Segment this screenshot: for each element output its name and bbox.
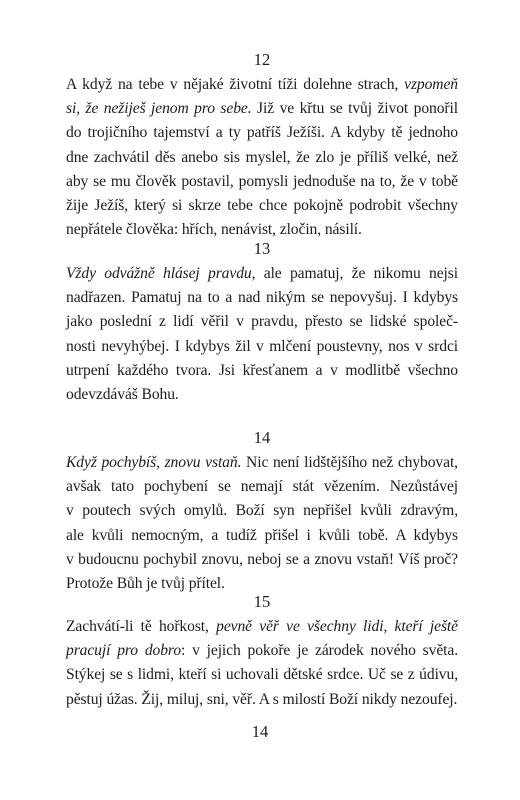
text-line [66, 170, 458, 194]
text-line [66, 451, 458, 475]
section-12 [66, 49, 458, 242]
text-line [66, 383, 458, 407]
section-number: 14 [253, 428, 271, 447]
body-text: do trojičního tajemství a ty patříš Ježíši. A kdyby tě jednoho [66, 124, 458, 142]
italic-text: vzpomeň [404, 76, 458, 93]
body-text: avšak tato pochybení se nemají stát vězením. Nezůstávej [66, 478, 458, 496]
section-14 [66, 427, 458, 596]
section-paragraph [66, 262, 458, 407]
text-line [66, 688, 458, 712]
body-text: jako poslední z lidí věřil v pravdu, přesto se lidské společ- [66, 313, 458, 331]
section-number: 15 [253, 592, 271, 611]
text-line [66, 97, 458, 121]
italic-text: Vždy odvážně hlásej pravdu [66, 265, 252, 282]
text-line [66, 121, 458, 145]
body-text: Již ve křtu se tvůj život ponořil [251, 100, 458, 118]
text-line [66, 499, 458, 523]
body-text: , ale pamatuj, že nikomu nejsi [251, 265, 458, 282]
text-line [66, 359, 458, 383]
body-text: aby se mu člověk postavil, pomysli jednoduše na to, že v tobě [66, 172, 458, 190]
text-line [66, 73, 458, 97]
italic-text: pracují pro dobro [66, 642, 182, 660]
text-line [66, 548, 458, 572]
text-line [66, 286, 458, 310]
section-13 [66, 238, 458, 407]
italic-text: si, že nežiješ jenom pro sebe. [66, 100, 252, 118]
text-line [66, 663, 458, 687]
text-line [66, 475, 458, 499]
body-text: žije Ježíš, který si skrze tebe chce pokojně podrobit všechny [66, 197, 458, 215]
italic-text: pevně věř ve všechny lidi, kteří ještě [216, 618, 458, 635]
text-line [66, 335, 458, 359]
body-text: Stýkej se s lidmi, kteří si uchovali dětské srdce. Uč se z údivu, [66, 666, 458, 684]
body-text: ale kvůli nemocným, a tudíž přišel i kvůli tobě. A kdybys [66, 526, 458, 544]
body-text: dne zachvátil děs anebo sis myslel, že zlo je příliš velké, než [66, 148, 458, 166]
text-line [66, 146, 458, 170]
section-paragraph [66, 451, 458, 596]
body-text: nadřazen. Pamatuj na to a nad nikým se nepovyšuj. I kdybys [66, 289, 458, 307]
section-15 [66, 591, 458, 712]
text-line [66, 310, 458, 334]
body-text: Zachvátí-li tě hořkost, [66, 618, 217, 635]
body-text: Protože Bůh je tvůj přítel. [66, 575, 225, 593]
body-text: nosti nevyhýbej. I kdybys žil v mlčení poustevny, nos v srdci [66, 337, 458, 355]
page-number: 14 [251, 722, 269, 741]
section-paragraph [66, 73, 458, 242]
text-line [66, 194, 458, 218]
section-number: 13 [253, 239, 271, 258]
text-line [66, 639, 458, 663]
body-text: : v jejich pokoře je zárodek nového světa. [181, 642, 458, 660]
body-text: v budoucnu pochybil znovu, neboj se a znovu vstaň! Víš proč? [66, 550, 458, 568]
body-text: nepřátele člověka: hřích, nenávist, zločin, násilí. [66, 221, 362, 239]
section-paragraph [66, 615, 458, 712]
text-line [66, 262, 458, 286]
text-line [66, 615, 458, 639]
body-text: A když na tebe v nějaké životní tíži dolehne strach, [66, 76, 405, 93]
section-number: 12 [253, 50, 271, 69]
body-text: pěstuj úžas. Žij, miluj, sni, věř. A s milostí Boží nikdy nezoufej. [66, 690, 458, 708]
body-text: utrpení každého tvora. Jsi křesťanem a v modlitbě všechno [66, 361, 458, 379]
body-text: Nic není lidštějšího než chybovat, [241, 454, 458, 471]
text-line [66, 524, 458, 548]
italic-text: Když pochybíš, znovu vstaň. [66, 454, 242, 471]
body-text: odevzdáváš Bohu. [66, 386, 179, 404]
body-text: v poutech svých omylů. Boží syn nepřišel kvůli zdravým, [66, 502, 458, 520]
